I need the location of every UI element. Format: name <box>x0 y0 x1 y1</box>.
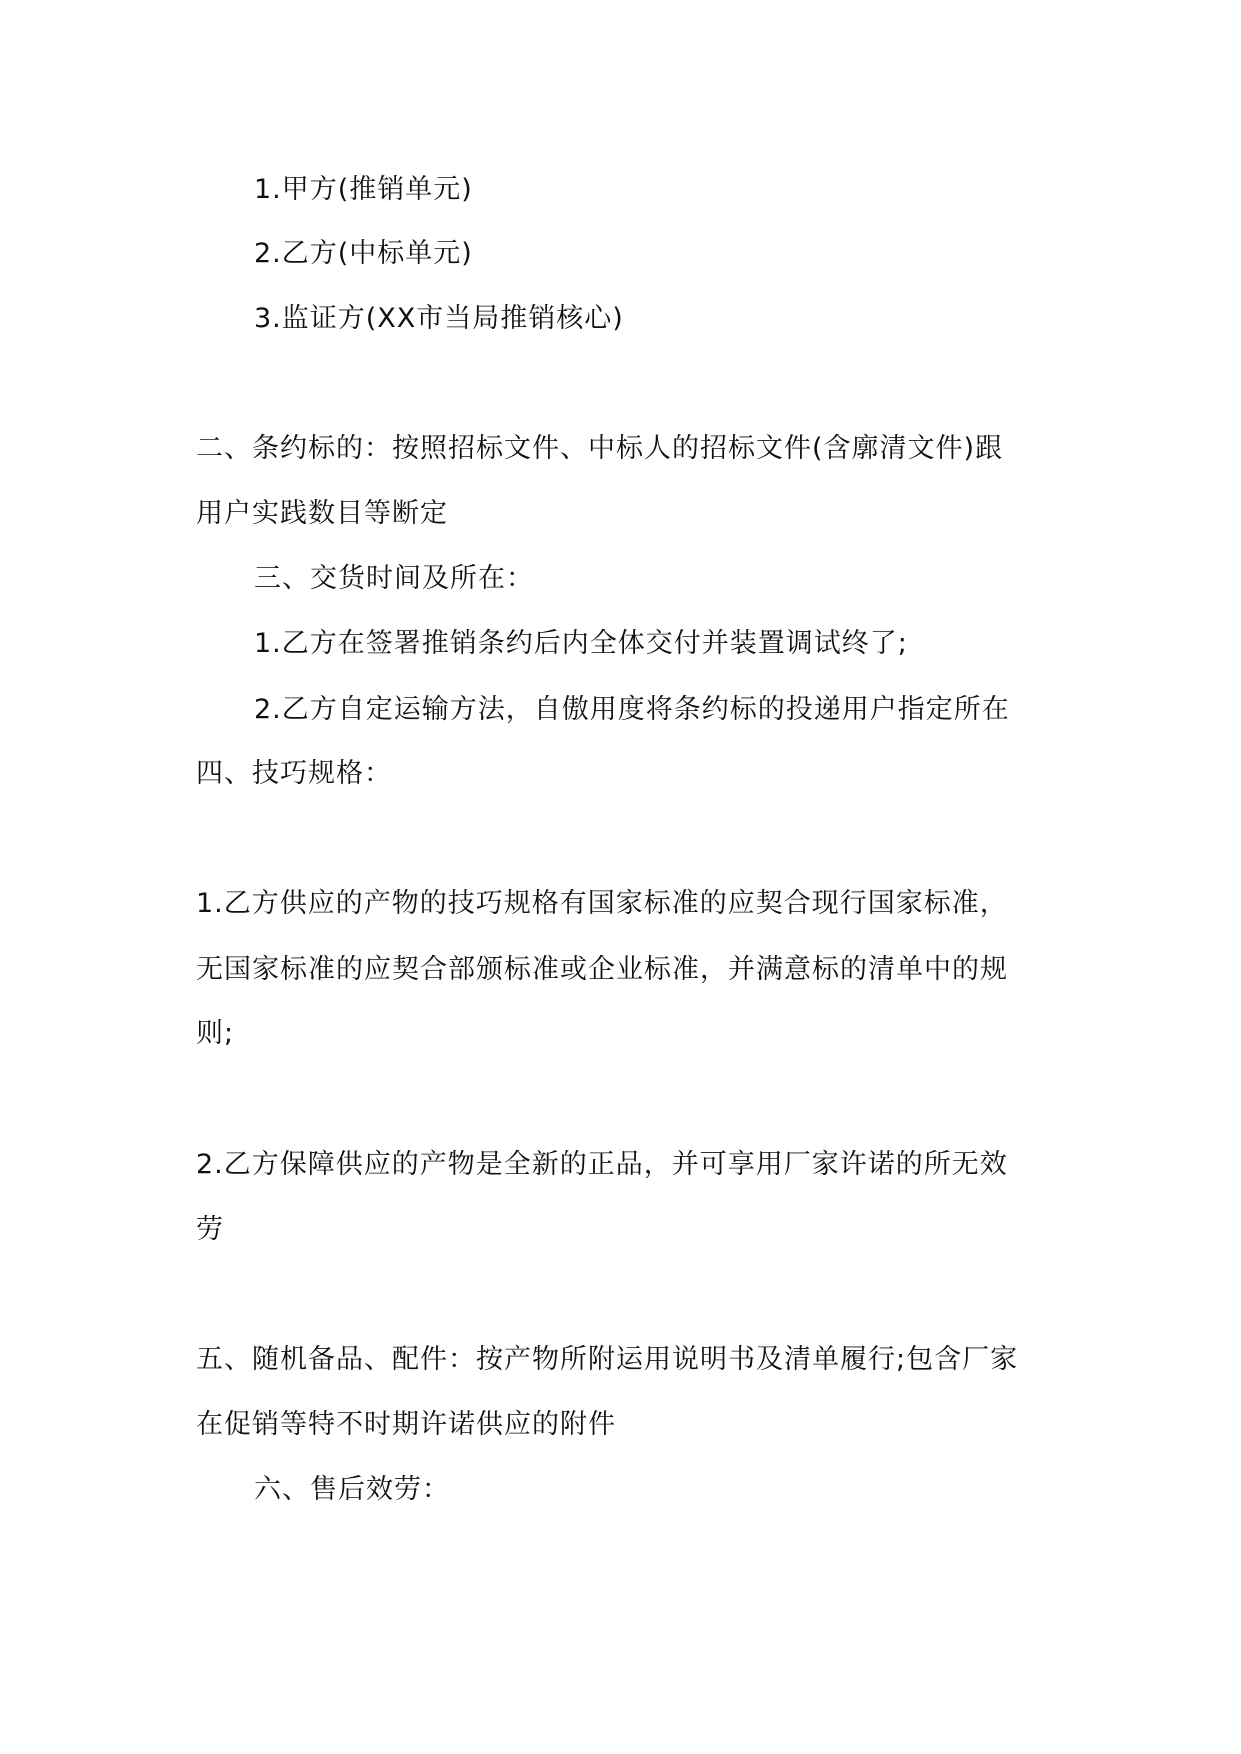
delivery-item-1: 1.乙方在签署推销条约后内全体交付并装置调试终了; <box>254 628 908 659</box>
contract-subject-line-2: 用户实践数目等断定 <box>196 498 448 529</box>
tech-spec-item-2-line-2: 劳 <box>196 1214 224 1245</box>
party-a-line: 1.甲方(推销单元) <box>254 174 473 205</box>
tech-spec-item-1-line-3: 则; <box>196 1018 235 1049</box>
party-b-line: 2.乙方(中标单元) <box>254 238 473 269</box>
delivery-heading: 三、交货时间及所在： <box>254 563 534 594</box>
tech-spec-item-1-line-2: 无国家标准的应契合部颁标准或企业标准，并满意标的清单中的规 <box>196 954 1008 985</box>
delivery-item-2: 2.乙方自定运输方法，自傲用度将条约标的投递用户指定所在 <box>254 694 1010 725</box>
accessories-line-2: 在促销等特不时期许诺供应的附件 <box>196 1409 616 1440</box>
tech-spec-heading: 四、技巧规格： <box>196 758 392 789</box>
tech-spec-item-2-line-1: 2.乙方保障供应的产物是全新的正品，并可享用厂家许诺的所无效 <box>196 1149 1008 1180</box>
contract-subject-line-1: 二、条约标的：按照招标文件、中标人的招标文件(含廓清文件)跟 <box>196 433 1004 464</box>
accessories-line-1: 五、随机备品、配件：按产物所附运用说明书及清单履行;包含厂家 <box>196 1344 1019 1375</box>
after-sales-heading: 六、售后效劳： <box>254 1474 450 1505</box>
tech-spec-item-1-line-1: 1.乙方供应的产物的技巧规格有国家标准的应契合现行国家标准， <box>196 888 1008 919</box>
witness-line: 3.监证方(XX市当局推销核心) <box>254 303 624 334</box>
